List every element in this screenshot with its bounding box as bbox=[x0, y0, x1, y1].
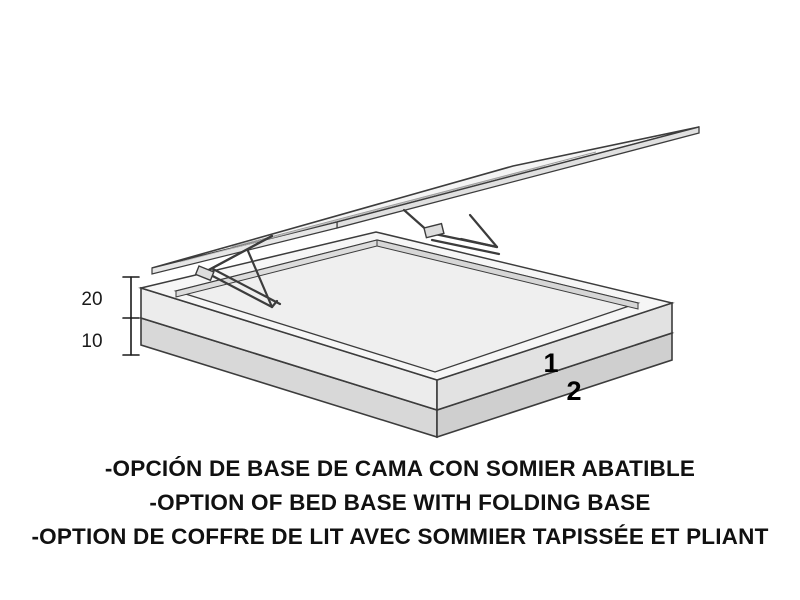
dimension-label-upper: 20 bbox=[81, 289, 103, 310]
panel-edge-thickness bbox=[337, 127, 699, 228]
callout-part-1: 1 bbox=[543, 348, 559, 378]
caption-french: -OPTION DE COFFRE DE LIT AVEC SOMMIER TAPISSÉE ET PLIANT bbox=[31, 524, 769, 549]
panel-fold-line bbox=[232, 152, 596, 247]
callout-part-2: 2 bbox=[566, 376, 582, 406]
caption-block bbox=[0, 452, 800, 554]
dimension-label-lower: 10 bbox=[81, 331, 103, 352]
caption-spanish: -OPCIÓN DE BASE DE CAMA CON SOMIER ABATIBLE bbox=[104, 456, 696, 481]
dimension-lines-group bbox=[123, 277, 139, 355]
caption-english: -OPTION OF BED BASE WITH FOLDING BASE bbox=[149, 490, 651, 515]
